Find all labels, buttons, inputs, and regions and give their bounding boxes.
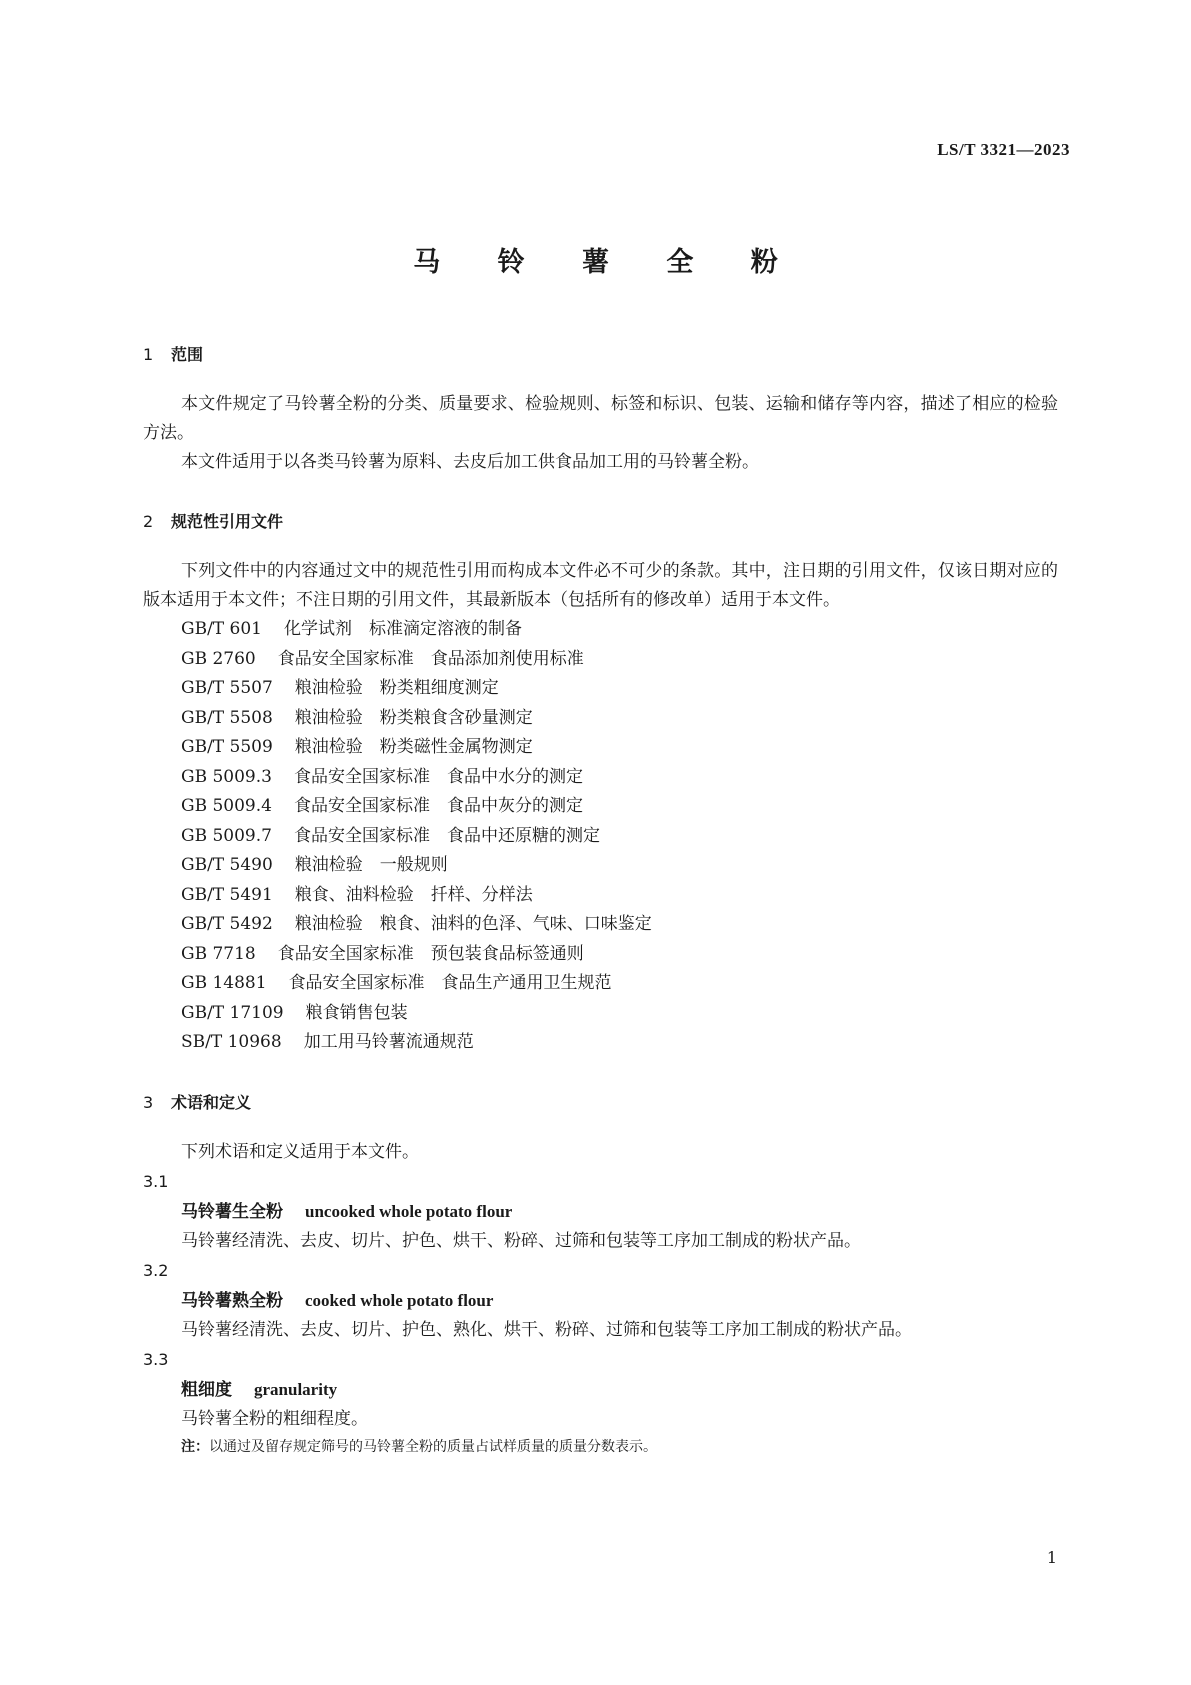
reference-title: 粮油检验 粮食、油料的色泽、气味、口味鉴定 — [294, 914, 652, 934]
reference-item — [143, 615, 1058, 645]
reference-code: SB/T 10968 — [181, 1032, 282, 1052]
section-heading-scope — [143, 340, 1058, 370]
term-definition: 马铃薯经清洗、去皮、切片、护色、烘干、粉碎、过筛和包装等工序加工制成的粉状产品。 — [181, 1230, 861, 1251]
reference-item — [143, 969, 1058, 999]
term-name — [143, 1286, 1058, 1316]
reference-title: 粮油检验 粉类磁性金属物测定 — [294, 737, 533, 757]
term-name — [143, 1375, 1058, 1405]
reference-title: 食品安全国家标准 食品中水分的测定 — [293, 766, 583, 787]
term-name-zh: 马铃薯生全粉 — [181, 1201, 283, 1222]
reference-item — [143, 881, 1058, 911]
reference-code: GB/T 5507 — [181, 678, 273, 698]
reference-code: GB/T 5508 — [181, 707, 273, 728]
term-number: 3.3 — [143, 1349, 169, 1369]
terms-intro: 下列术语和定义适用于本文件。 — [181, 1141, 419, 1162]
standard-code: LS/T 3321—2023 — [937, 140, 1070, 159]
term-name — [143, 1197, 1058, 1227]
reference-title: 粮油检验 粉类粗细度测定 — [294, 678, 499, 698]
term-name-en: uncooked whole potato flour — [305, 1201, 513, 1221]
section-number: 1 — [143, 345, 154, 364]
reference-code: GB/T 601 — [181, 619, 262, 639]
reference-title: 食品安全国家标准 食品中灰分的测定 — [293, 796, 583, 816]
reference-item — [143, 851, 1058, 881]
reference-title: 食品安全国家标准 食品中还原糖的测定 — [293, 825, 600, 846]
term-definition: 马铃薯经清洗、去皮、切片、护色、熟化、烘干、粉碎、过筛和包装等工序加工制成的粉状产品。 — [181, 1319, 912, 1340]
reference-code: GB 2760 — [181, 648, 256, 669]
reference-code: GB 7718 — [181, 943, 256, 964]
term-name-zh: 马铃薯熟全粉 — [181, 1290, 283, 1311]
section-title: 术语和定义 — [171, 1092, 252, 1112]
reference-code: GB/T 17109 — [181, 1002, 284, 1023]
reference-title: 食品安全国家标准 食品添加剂使用标准 — [277, 648, 584, 669]
reference-code: GB/T 5490 — [181, 855, 273, 875]
term-name-zh: 粗细度 — [181, 1379, 232, 1400]
document-body — [143, 340, 1058, 1460]
scope-paragraph: 本文件适用于以各类马铃薯为原料、去皮后加工供食品加工用的马铃薯全粉。 — [181, 452, 759, 472]
reference-code: GB 5009.7 — [181, 825, 272, 846]
reference-code: GB/T 5509 — [181, 737, 273, 757]
note-text: 以通过及留存规定筛号的马铃薯全粉的质量占试样质量的质量分数表示。 — [209, 1438, 657, 1455]
reference-title: 加工用马铃薯流通规范 — [303, 1032, 474, 1052]
term-number: 3.1 — [143, 1171, 169, 1191]
reference-code: GB 5009.3 — [181, 766, 272, 787]
reference-item — [143, 704, 1058, 734]
term-number: 3.2 — [143, 1260, 169, 1280]
reference-item — [143, 1028, 1058, 1058]
scope-paragraph: 本文件规定了马铃薯全粉的分类、质量要求、检验规则、标签和标识、包装、运输和储存等内容，描述了相应的检验方法。 — [143, 394, 1058, 443]
reference-code: GB 5009.4 — [181, 796, 272, 816]
reference-item — [143, 674, 1058, 704]
note-label: 注： — [181, 1438, 209, 1455]
note — [143, 1434, 1058, 1460]
term-definition: 马铃薯全粉的粗细程度。 — [181, 1408, 368, 1429]
reference-item — [143, 733, 1058, 763]
reference-item — [143, 792, 1058, 822]
reference-code: GB 14881 — [181, 973, 267, 993]
reference-item — [143, 763, 1058, 793]
reference-title: 化学试剂 标准滴定溶液的制备 — [284, 619, 522, 639]
section-number: 2 — [143, 512, 154, 531]
term-name-en: granularity — [254, 1379, 338, 1399]
reference-item — [143, 822, 1058, 852]
reference-item — [143, 645, 1058, 675]
reference-title: 粮油检验 一般规则 — [294, 855, 448, 875]
reference-title: 粮食、油料检验 扦样、分样法 — [294, 884, 533, 905]
section-title: 范围 — [171, 345, 204, 364]
reference-title: 食品安全国家标准 预包装食品标签通则 — [277, 943, 584, 964]
reference-title: 粮油检验 粉类粮食含砂量测定 — [294, 707, 533, 728]
references-intro: 下列文件中的内容通过文中的规范性引用而构成本文件必不可少的条款。其中，注日期的引用文件，仅该日期对应的版本适用于本文件；不注日期的引用文件，其最新版本（包括所有的修改单）适用于本文件。 — [143, 561, 1058, 610]
reference-code: GB/T 5491 — [181, 884, 273, 905]
reference-code: GB/T 5492 — [181, 914, 273, 934]
section-heading-terms — [143, 1088, 1058, 1118]
term-name-en: cooked whole potato flour — [305, 1290, 494, 1310]
document-title: 马 铃 薯 全 粉 — [413, 247, 802, 278]
reference-title: 粮食销售包装 — [305, 1002, 408, 1023]
reference-list — [143, 615, 1058, 1058]
reference-title: 食品安全国家标准 食品生产通用卫生规范 — [288, 973, 612, 993]
page-number: 1 — [1046, 1548, 1057, 1567]
reference-item — [143, 999, 1058, 1029]
section-number: 3 — [143, 1092, 154, 1112]
reference-item — [143, 910, 1058, 940]
reference-item — [143, 940, 1058, 970]
section-heading-normative-references — [143, 507, 1058, 537]
section-title: 规范性引用文件 — [171, 512, 284, 531]
